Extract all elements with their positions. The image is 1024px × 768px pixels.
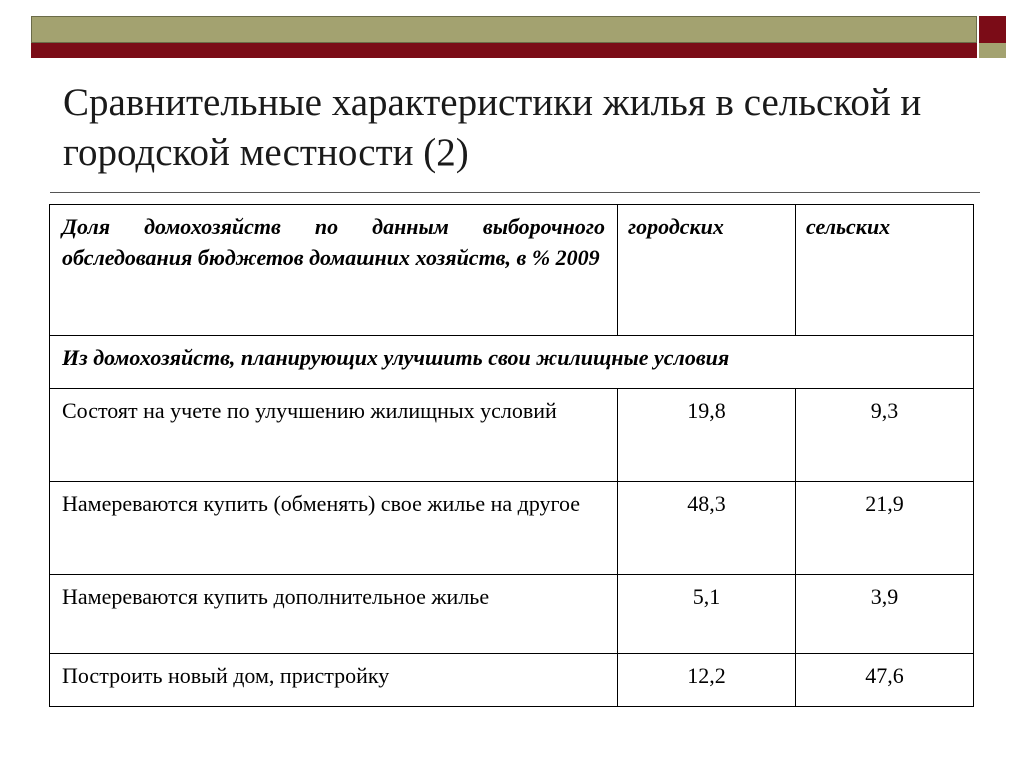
row-urban-value: 5,1 bbox=[618, 575, 796, 654]
row-rural-value: 47,6 bbox=[796, 654, 974, 707]
slide-title: Сравнительные характеристики жилья в сельской и городской местности (2) bbox=[63, 81, 922, 174]
header-bar-olive bbox=[31, 16, 977, 43]
table-header-row bbox=[50, 205, 974, 336]
table-row bbox=[50, 482, 974, 575]
table-subheader-row bbox=[50, 336, 974, 389]
header-description: Доля домохозяйств по данным выборочного обследования бюджетов домашних хозяйств, в % 2009 bbox=[50, 205, 618, 336]
table-row bbox=[50, 389, 974, 482]
row-urban-value: 48,3 bbox=[618, 482, 796, 575]
header-rural: сельских bbox=[796, 205, 974, 336]
table-row bbox=[50, 654, 974, 707]
row-label: Намереваются купить дополнительное жилье bbox=[50, 575, 618, 654]
row-rural-value: 9,3 bbox=[796, 389, 974, 482]
row-rural-value: 21,9 bbox=[796, 482, 974, 575]
row-urban-value: 12,2 bbox=[618, 654, 796, 707]
row-urban-value: 19,8 bbox=[618, 389, 796, 482]
subheader-text: Из домохозяйств, планирующих улучшить свои жилищные условия bbox=[50, 336, 974, 389]
row-label: Намереваются купить (обменять) свое жилье на другое bbox=[50, 482, 618, 575]
corner-square-maroon bbox=[979, 16, 1006, 43]
row-rural-value: 3,9 bbox=[796, 575, 974, 654]
comparison-table bbox=[49, 204, 974, 707]
header-bar-maroon bbox=[31, 43, 977, 58]
header-urban: городских bbox=[618, 205, 796, 336]
corner-square-olive bbox=[979, 43, 1006, 58]
row-label: Состоят на учете по улучшению жилищных условий bbox=[50, 389, 618, 482]
table-row bbox=[50, 575, 974, 654]
row-label: Построить новый дом, пристройку bbox=[50, 654, 618, 707]
title-divider bbox=[50, 192, 980, 193]
